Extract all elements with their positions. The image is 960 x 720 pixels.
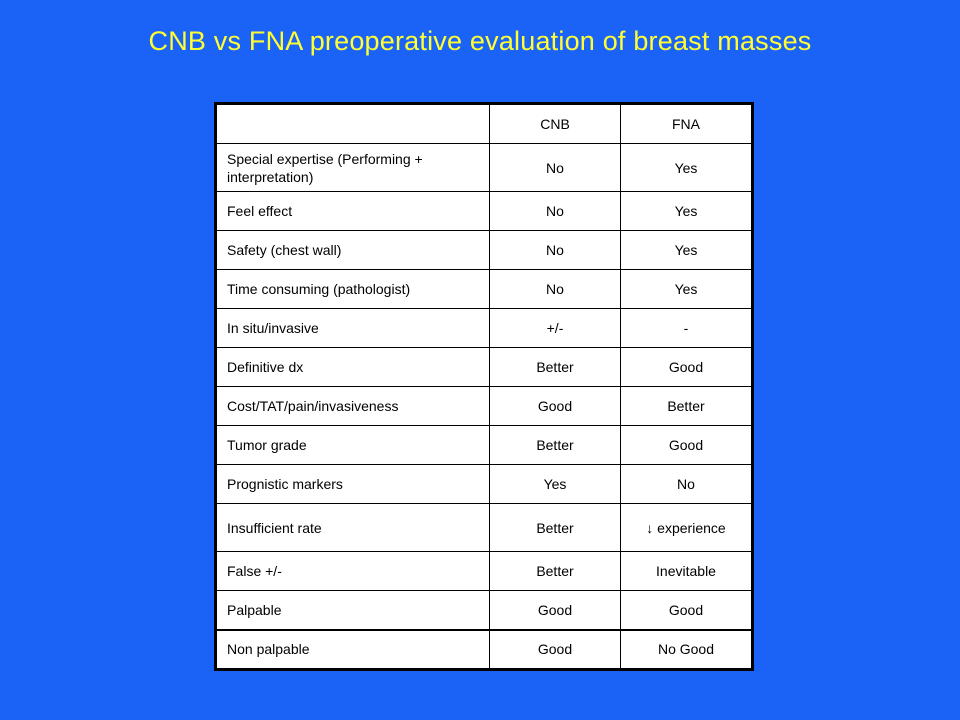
- fna-value: Inevitable: [621, 552, 752, 591]
- row-label: Time consuming (pathologist): [217, 270, 490, 309]
- cnb-value: Better: [490, 504, 621, 552]
- cnb-value: Better: [490, 426, 621, 465]
- table-header-row: [217, 105, 752, 144]
- table-row: [217, 192, 752, 231]
- fna-value: Better: [621, 387, 752, 426]
- fna-value: Yes: [621, 270, 752, 309]
- fna-value: Yes: [621, 231, 752, 270]
- header-cell-cnb: CNB: [490, 105, 621, 144]
- row-label: Non palpable: [217, 630, 490, 669]
- cnb-value: +/-: [490, 309, 621, 348]
- cnb-value: Better: [490, 348, 621, 387]
- cnb-value: Good: [490, 387, 621, 426]
- cnb-value: Better: [490, 552, 621, 591]
- fna-value: -: [621, 309, 752, 348]
- table-row: [217, 552, 752, 591]
- fna-value: Yes: [621, 192, 752, 231]
- table-row: [217, 231, 752, 270]
- fna-value: Good: [621, 348, 752, 387]
- table-row: [217, 309, 752, 348]
- cnb-value: No: [490, 270, 621, 309]
- table-row: [217, 348, 752, 387]
- slide-title: CNB vs FNA preoperative evaluation of breast masses: [148, 26, 812, 56]
- comparison-table: [216, 104, 752, 669]
- table-row: [217, 270, 752, 309]
- fna-value: ↓ experience: [621, 504, 752, 552]
- row-label: Palpable: [217, 591, 490, 630]
- row-label: Safety (chest wall): [217, 231, 490, 270]
- header-cell-fna: FNA: [621, 105, 752, 144]
- header-cell-empty: [217, 105, 490, 144]
- fna-value: Good: [621, 591, 752, 630]
- row-label: Special expertise (Performing + interpretation): [217, 144, 490, 192]
- row-label: Feel effect: [217, 192, 490, 231]
- table-row: [217, 465, 752, 504]
- cnb-value: No: [490, 144, 621, 192]
- cnb-value: Good: [490, 591, 621, 630]
- fna-value: Good: [621, 426, 752, 465]
- table-row: [217, 630, 752, 669]
- table-row: [217, 387, 752, 426]
- table-row: [217, 591, 752, 630]
- cnb-value: No: [490, 192, 621, 231]
- table-row: [217, 426, 752, 465]
- table-row: [217, 504, 752, 552]
- row-label: Tumor grade: [217, 426, 490, 465]
- row-label: Prognistic markers: [217, 465, 490, 504]
- row-label: False +/-: [217, 552, 490, 591]
- fna-value: No Good: [621, 630, 752, 669]
- fna-value: No: [621, 465, 752, 504]
- row-label: In situ/invasive: [217, 309, 490, 348]
- row-label: Insufficient rate: [217, 504, 490, 552]
- row-label: Cost/TAT/pain/invasiveness: [217, 387, 490, 426]
- cnb-value: Good: [490, 630, 621, 669]
- fna-value: Yes: [621, 144, 752, 192]
- table-row: [217, 144, 752, 192]
- cnb-value: Yes: [490, 465, 621, 504]
- cnb-value: No: [490, 231, 621, 270]
- row-label: Definitive dx: [217, 348, 490, 387]
